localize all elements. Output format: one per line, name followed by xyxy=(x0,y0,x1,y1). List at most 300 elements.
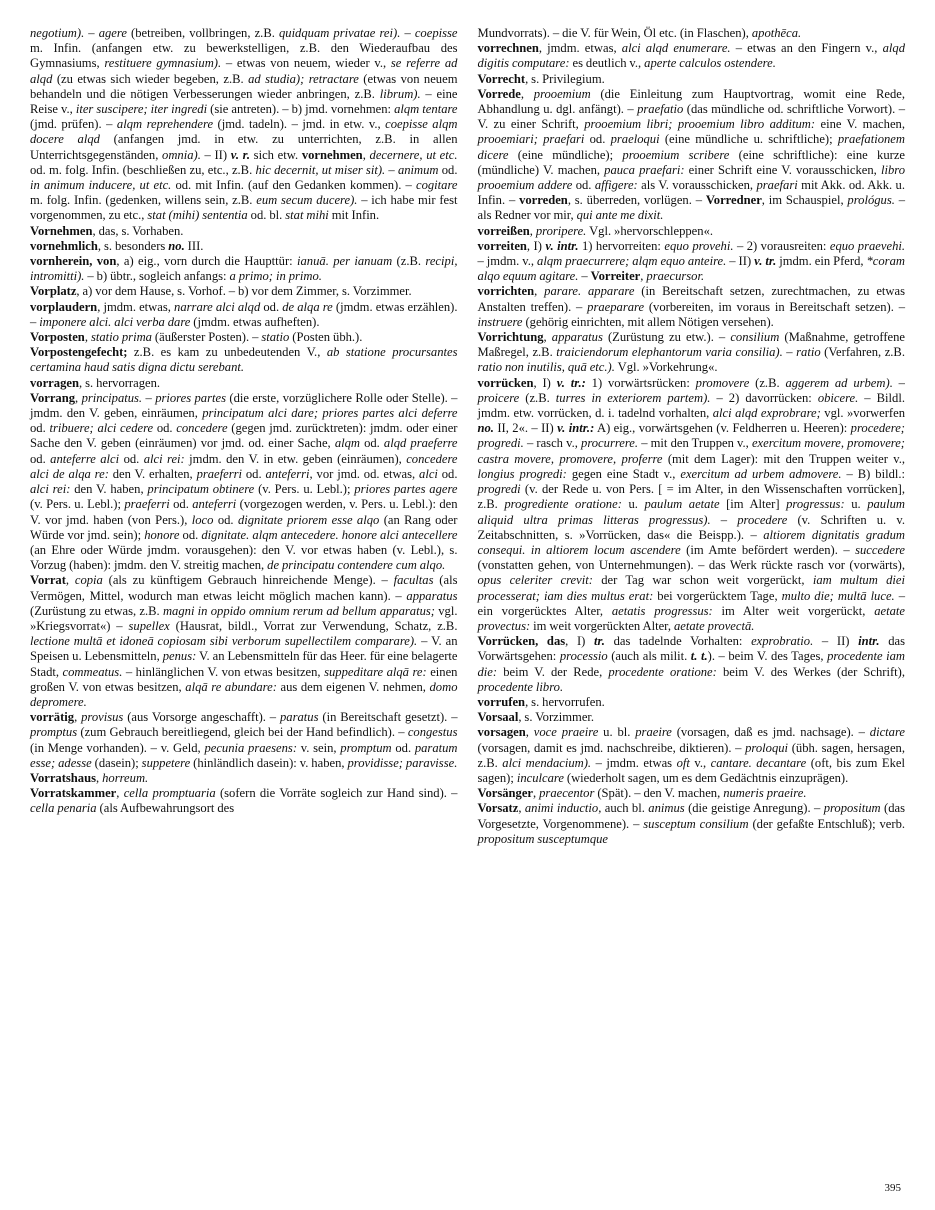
text-run: – II) xyxy=(813,634,859,649)
text-run: statio prima xyxy=(90,330,152,345)
text-run: – mit den Truppen v., xyxy=(638,436,752,451)
text-run: aetatis progressus: xyxy=(611,603,713,618)
text-run: concedere xyxy=(176,421,228,436)
text-run: od. xyxy=(260,299,283,314)
text-run: sich etw. xyxy=(250,147,302,162)
headword: Vorrat xyxy=(30,573,66,588)
text-run: vor jmd. od. etwas, xyxy=(312,466,420,481)
column-right xyxy=(478,26,906,847)
text-run: (als zu künftigem Gebrauch hinreichende Menge). – xyxy=(102,573,394,588)
text-run: (auch als milit. xyxy=(607,649,691,664)
text-run: librum). xyxy=(379,86,421,101)
headword: Vorrichtung xyxy=(477,330,544,345)
text-run: alqd praeferre xyxy=(383,436,458,451)
text-run: tribuere; alci cedere xyxy=(49,421,154,436)
text-run: od. m. folg. Infin. (beschließen zu, etc., z.B. xyxy=(30,162,256,177)
text-run: Vgl. »Vorkehrung«. xyxy=(614,360,718,375)
text-run: eum secum ducere). xyxy=(256,193,358,208)
text-run: – V. an Speisen u. Lebensmitteln, xyxy=(30,634,458,664)
text-run: alci rei: xyxy=(30,482,71,497)
text-run: omnia). xyxy=(162,147,201,162)
text-run: II, 2«. – II) xyxy=(493,421,558,436)
text-run: – jmdm. v., xyxy=(477,254,538,269)
text-run: equo provehi. xyxy=(664,238,734,253)
text-run: v. sein, xyxy=(297,740,341,755)
text-run: – ich habe mir fest vorgenommen, zu etc., xyxy=(30,193,458,223)
text-run: (eine schriftliche): eine kurze (mündliche) V. machen, xyxy=(477,147,905,177)
headword: Vorsaal xyxy=(477,710,519,725)
text-run: aetate provectus: xyxy=(477,603,906,633)
text-run: instruere xyxy=(477,314,523,329)
text-run: jmdm. ein Pferd, xyxy=(776,254,867,269)
text-run: de principatu contendere cum alqo. xyxy=(267,558,446,573)
text-run: de alqa re xyxy=(282,299,333,314)
text-run: prooemium libri; prooemium libro additum: xyxy=(584,117,816,132)
text-run: aperte calculos ostendere. xyxy=(644,56,776,71)
text-run: aus dem eigenen V. nehmen, xyxy=(276,679,430,694)
text-run: dignitate priorem esse alqo xyxy=(237,512,380,527)
text-run: stat (mihi) sententia xyxy=(147,208,248,223)
text-run: Vorreiter xyxy=(590,269,641,284)
headword: Vorratshaus xyxy=(30,770,97,785)
text-run: (in Menge vorhanden). – v. Geld, xyxy=(30,740,205,755)
text-run: als V. vorausschicken, xyxy=(637,178,757,193)
text-run: ad studia); retractare xyxy=(248,71,359,86)
text-run: *coram alqo equum agitare. xyxy=(477,254,905,284)
text-run: praefatio xyxy=(637,102,684,117)
text-run: (v. Schriften u. v. Zeitabschnitten, s. »Vorrücken, das« die Beispp.). – xyxy=(477,512,905,542)
text-run: mit Akk. od. Akk. u. Infin. – xyxy=(477,178,905,208)
text-run: u. xyxy=(844,497,868,512)
text-run: negotium). xyxy=(30,26,85,40)
text-run: (jmd. prüfen). – xyxy=(30,117,117,132)
text-run: (jmdm. etwas aufheften). xyxy=(190,314,320,329)
dictionary-entry xyxy=(30,330,458,345)
text-run: provisus xyxy=(81,710,124,725)
text-run: propositum susceptumque xyxy=(477,831,609,846)
text-run: , xyxy=(533,786,540,801)
text-run: alci rei: xyxy=(143,451,185,466)
text-run: ab statione procursantes certamina haud satis digna dictu serebant. xyxy=(30,345,458,375)
text-run: (v. Pers. u. Lebl.); xyxy=(30,497,125,512)
text-run: animum xyxy=(397,162,439,177)
text-run: (sofern die Vorräte sogleich zur Hand sind). – xyxy=(215,786,458,801)
dictionary-entry xyxy=(30,300,458,330)
dictionary-entry xyxy=(30,224,458,239)
text-run: – xyxy=(892,375,905,390)
text-run: u. xyxy=(621,497,645,512)
text-run: bei vorgerücktem Tage, xyxy=(653,588,782,603)
text-run: anteferre alci xyxy=(50,451,120,466)
text-run: – etwas von neuem, wieder v., xyxy=(221,56,391,71)
text-run: principatum obtinere xyxy=(147,482,255,497)
text-run: honore xyxy=(144,527,180,542)
headword: vorrätig xyxy=(30,710,75,725)
headword: Vorplatz xyxy=(30,284,77,299)
text-run: praeparare xyxy=(587,299,645,314)
headword: vorreißen xyxy=(477,223,530,238)
text-run: paratus xyxy=(280,710,319,725)
dictionary-entry xyxy=(478,239,906,285)
text-run: no. xyxy=(477,421,494,436)
text-run: , xyxy=(534,284,545,299)
headword: Vorpostengefecht; xyxy=(30,345,128,360)
text-run: (Maßnahme, getroffene Maßregel, z.B. xyxy=(477,330,906,360)
text-run: , xyxy=(640,269,647,284)
text-run: (vorgezogen werden, v. Pers. u. Lebl.): den V. vor jmd. haben (von Pers.), xyxy=(30,497,458,527)
text-run: beim V. der Rede, xyxy=(497,664,609,679)
text-run: , xyxy=(362,147,370,162)
headword: Vornehmen xyxy=(30,223,93,238)
text-run: propositum xyxy=(823,801,881,816)
text-run: libro prooemium addere xyxy=(477,162,905,193)
text-run: procedere; progredi. xyxy=(477,421,905,451)
headword: Vorposten xyxy=(30,330,85,345)
text-run: concedere alci de alqa re: xyxy=(30,451,458,481)
text-run: in animum inducere, ut etc. xyxy=(30,178,172,193)
text-run: – b) übtr., sogleich anfangs: xyxy=(84,269,230,284)
page-number: 395 xyxy=(884,1182,901,1194)
text-run: – rasch v., xyxy=(523,436,582,451)
text-run: A) eig., vorwärtsgehen (v. Feldherren u. Heeren): xyxy=(594,421,851,436)
text-run: susceptum consilium xyxy=(643,816,749,831)
text-run: , jmdm. etwas, xyxy=(538,41,622,56)
text-run: cella penaria xyxy=(30,801,97,816)
text-run: alci xyxy=(419,466,438,481)
text-run: facultas xyxy=(393,573,434,588)
text-run: od. xyxy=(30,451,51,466)
dictionary-entry xyxy=(478,634,906,695)
text-run: vgl. »Kriegsvorrat«) – xyxy=(30,603,458,633)
text-run: , das, s. Vorhaben. xyxy=(92,223,184,238)
text-run: (in Bereitschaft gesetzt). – xyxy=(318,710,458,725)
text-run: (als Aufbewahrungsort des xyxy=(96,801,235,816)
dictionary-entry xyxy=(30,345,458,375)
headword: vorsagen xyxy=(477,725,526,740)
text-run: , xyxy=(529,223,536,238)
text-run: praeloqui xyxy=(610,132,660,147)
text-run: (in Bereitschaft setzen, zurechtmachen, zu etwas Anstalten treffen). – xyxy=(477,284,905,314)
text-run: iter suscipere; iter ingredi xyxy=(75,102,208,117)
text-run: m. folg. Infin. (gedenken, willens sein, z.B. xyxy=(30,193,257,208)
text-run: – 2) davorrücken: xyxy=(710,390,818,405)
text-run: , xyxy=(96,770,103,785)
text-run: praeire xyxy=(635,725,672,740)
dictionary-entry xyxy=(478,695,906,710)
text-run: v. intr. xyxy=(545,238,579,253)
text-run: alqd digitis computare: xyxy=(477,41,905,71)
text-run: , s. hervorragen. xyxy=(78,375,161,390)
text-run: gegen eine Stadt v., xyxy=(566,466,681,481)
text-run: iam multum diei processerat; iam dies multus erat: xyxy=(477,573,905,603)
text-run: (gegen jmd. zurücktreten): jmdm. oder einer Sache den V. geben (einräumen) vor jmd. od. einer Sache, xyxy=(30,421,458,451)
text-run: cella promptuaria xyxy=(123,786,216,801)
text-run: paulum aetate xyxy=(644,497,720,512)
text-run: (zu etwas sich wieder begeben, z.B. xyxy=(52,71,249,86)
text-run: praeferri xyxy=(196,466,243,481)
text-run: – hinlänglichen V. von etwas besitzen, xyxy=(122,664,325,679)
headword: vorreiten xyxy=(477,238,527,253)
text-run: m. Infin. (anfangen etw. zu bewerkstelligen, z.B. den Wiederaufbau des Gymnasiums, xyxy=(30,41,458,71)
text-run: alqm tentare xyxy=(394,102,458,117)
text-run: principatus. xyxy=(81,390,143,405)
text-run: das tadelnde Vorhalten: xyxy=(604,634,752,649)
text-run: (vonstatten gehen, von Unternehmungen). – das Werk rückte rasch vor (vorwärts), xyxy=(477,558,905,573)
text-run: (gehörig einrichten, mit allem Nötigen versehen). xyxy=(522,314,774,329)
text-run: (die Einleitung zum Hauptvortrag, womit eine Rede, Abhandlung u. dgl. anfängt). – xyxy=(477,86,905,117)
dictionary-entry xyxy=(30,284,458,299)
text-run: (v. Pers. u. Lebl.); xyxy=(254,482,355,497)
text-run: im Alter weit vorgerückt, xyxy=(712,603,875,618)
text-run: progrediente oratione: xyxy=(504,497,622,512)
text-run: – II) xyxy=(726,254,755,269)
text-run: imponere alci. alci verba dare xyxy=(39,314,191,329)
headword: Vorratskammer xyxy=(30,786,117,801)
text-run: (etwas von neuem behandeln und die nötigen Verbesserungen wieder anbringen, z.B. xyxy=(30,71,458,101)
text-run: , s. überreden, vorlügen. – xyxy=(567,193,706,208)
text-run: multo die; multā luce. xyxy=(781,588,895,603)
text-run: pecunia praesens: xyxy=(204,740,298,755)
text-run: od. xyxy=(438,162,458,177)
text-run: – Bildl. jmdm. etw. vorrücken, d. i. tadelnd vorhalten, xyxy=(477,390,905,421)
text-run: a primo; in primo. xyxy=(229,269,322,284)
text-run: vornehmen xyxy=(301,147,363,162)
dictionary-entry xyxy=(478,801,906,847)
text-run: voce praeire xyxy=(533,725,599,740)
text-run: narrare alci alqd xyxy=(174,299,261,314)
text-run: (eine mündliche); xyxy=(508,147,623,162)
text-run: praeferri xyxy=(124,497,170,512)
text-run: (die erste, vorzüglichere Rolle oder Stelle). – jmdm. den V. geben, einräumen, xyxy=(30,390,458,421)
text-run: od. xyxy=(572,178,595,193)
text-run: – jmdm. etwas xyxy=(591,755,677,770)
text-run: procedente libro. xyxy=(477,679,564,694)
text-run: III. xyxy=(184,238,204,253)
headword: Vorrecht xyxy=(477,71,526,86)
text-run: (sie antreten). – b) jmd. vornehmen: xyxy=(207,102,395,117)
text-run: (Zurüstung zu etwas, z.B. xyxy=(30,603,163,618)
headword: Vorrücken, das xyxy=(477,634,566,649)
text-run: stat mihi xyxy=(285,208,329,223)
text-run: (der gefaßte Entschluß); verb. xyxy=(748,816,906,831)
text-run: coepisse alqm docere alqd xyxy=(30,117,458,147)
text-run: [im Alter] xyxy=(719,497,787,512)
text-run: V. an Lebensmitteln für das Heer. für eine belagerte Stadt, xyxy=(30,649,458,679)
text-run: den V. erhalten, xyxy=(108,466,197,481)
text-run: – ein vorgerücktes Alter, xyxy=(477,588,905,618)
text-run: (v. der Rede u. von Pers. [ = im Alter, in den Wissenschaften vorrücken], z.B. xyxy=(477,482,905,512)
text-run: qui ante me dixit. xyxy=(576,208,664,223)
text-run: promptum xyxy=(340,740,392,755)
text-run: horreum. xyxy=(102,770,149,785)
text-run: , jmdm. etwas, xyxy=(97,299,175,314)
text-run: od. xyxy=(169,497,193,512)
text-run: (z.B. xyxy=(749,375,786,390)
text-run: , s. besonders xyxy=(97,238,169,253)
text-run: opus celeriter crevit: xyxy=(477,573,593,588)
text-run: od. xyxy=(179,527,202,542)
text-run: (vorsagen, damit es jmd. nachschreibe, diktieren). – xyxy=(477,740,746,755)
text-run: progressus: xyxy=(786,497,845,512)
text-run: prooemium xyxy=(533,86,591,101)
text-run: alci alqd enumerare. xyxy=(621,41,731,56)
text-run: , xyxy=(84,330,91,345)
dictionary-entry xyxy=(30,786,458,816)
text-run: (vorsagen, daß es jmd. nachsage). – xyxy=(671,725,870,740)
text-run: vgl. »vorwerfen xyxy=(820,406,906,421)
text-run: v. tr.: xyxy=(556,375,586,390)
text-run: beim V. des Werkes (der Schrift), xyxy=(716,664,905,679)
headword: Vorrang xyxy=(30,390,76,405)
text-run: (z.B. xyxy=(392,254,426,269)
dictionary-entry xyxy=(30,391,458,573)
text-run: – 2) vorausreiten: xyxy=(733,238,830,253)
text-run: (dasein); xyxy=(91,755,142,770)
headword: vorragen xyxy=(30,375,79,390)
dictionary-entry xyxy=(30,376,458,391)
text-run: traiciendorum elephantorum varia consilia). xyxy=(556,345,783,360)
text-run: (anfangen jmd. in etw. zu unterrichten, z.B. in allen Unterrichtsgegenständen, xyxy=(30,132,458,162)
text-run: , xyxy=(518,801,525,816)
text-run: , xyxy=(116,786,124,801)
text-run: exercitum movere, promovere; castra movere, promovere, proferre xyxy=(477,436,906,466)
dictionary-entry xyxy=(478,786,906,801)
text-run: (eine mündliche u. schriftliche); xyxy=(659,132,838,147)
text-run: der Tag war schon weit vorgerückt, xyxy=(592,573,813,588)
text-run: mit Infin. xyxy=(328,208,380,223)
text-run: od. xyxy=(119,451,144,466)
headword: vorrechnen xyxy=(477,41,539,56)
dictionary-entry xyxy=(478,224,906,239)
text-run: (übh. sagen, hersagen, z.B. xyxy=(477,740,905,770)
text-run: t. t. xyxy=(690,649,708,664)
text-run: – xyxy=(782,345,797,360)
text-run: intr. xyxy=(858,634,880,649)
text-run: promovere xyxy=(695,375,750,390)
text-run: das Vorwärtsgehen: xyxy=(477,634,905,664)
text-run: , s. hervorrufen. xyxy=(525,694,605,709)
text-run: alqm xyxy=(334,436,360,451)
text-run: (an Rang oder Würde vor jmd. sein); xyxy=(30,512,458,542)
text-run: recipi, intromitti). xyxy=(30,254,458,284)
text-run: alqm praecurrere; alqm equo anteire. xyxy=(537,254,727,269)
text-run: (Verfahren, z.B. xyxy=(820,345,905,360)
text-run: affigere: xyxy=(594,178,638,193)
text-run: loco xyxy=(191,512,214,527)
text-run: praefationem dicere xyxy=(477,132,905,162)
dictionary-entry xyxy=(30,254,458,284)
text-run: od. bl. xyxy=(247,208,286,223)
dictionary-entry xyxy=(30,573,458,710)
text-run: (Zurüstung zu etw.). – xyxy=(602,330,731,345)
dictionary-entry xyxy=(478,87,906,224)
text-run: obicere. xyxy=(817,390,859,405)
text-run: , xyxy=(543,330,552,345)
text-run: (die geistige Anregung). – xyxy=(684,801,824,816)
column-left xyxy=(30,26,458,817)
text-run: (betreiben, vollbringen, z.B. xyxy=(126,26,279,40)
text-run: parare. apparare xyxy=(544,284,635,299)
text-run: exercitum ad urbem admovere. xyxy=(680,466,842,481)
text-run: (äußerster Posten). – xyxy=(151,330,262,345)
text-run: dictare xyxy=(869,725,905,740)
text-run: z.B. es kam zu unbedeutenden V., xyxy=(127,345,327,360)
text-run: , xyxy=(75,390,82,405)
text-run: paratum esse; adesse xyxy=(30,740,458,770)
text-run: od. xyxy=(360,436,384,451)
dictionary-entry xyxy=(30,239,458,254)
text-run: (z.B. xyxy=(519,390,556,405)
text-run: succedere xyxy=(855,542,905,557)
text-run: praecursor. xyxy=(646,269,705,284)
text-run: od. xyxy=(153,421,177,436)
text-run: , im Schauspiel, xyxy=(761,193,848,208)
text-run: (hinländlich dasein): v. haben, xyxy=(190,755,348,770)
text-run: praecentor xyxy=(539,786,595,801)
text-run: procedente oratione: xyxy=(608,664,717,679)
text-run: – xyxy=(142,390,156,405)
text-run: jmdm. den V. in etw. geben (einräumen), xyxy=(184,451,407,466)
text-run: (Hausrat, bildl., Vorrat zur Verwendung, Schatz, z.B. xyxy=(169,618,458,633)
dictionary-entry xyxy=(478,376,906,634)
text-run: pauca praefari: xyxy=(604,162,685,177)
text-run: , xyxy=(74,710,82,725)
text-run: , a) vor dem Hause, s. Vorhof. – b) vor dem Zimmer, s. Vorzimmer. xyxy=(76,284,412,299)
text-run: procurrere. xyxy=(581,436,639,451)
text-run: turres in exteriorem partem). xyxy=(555,390,711,405)
text-run: prooemiari; praefari xyxy=(477,132,585,147)
text-run: 1) hervorreiten: xyxy=(578,238,665,253)
text-run: hic decernit, ut miser sit). xyxy=(255,162,386,177)
text-run: , xyxy=(520,86,534,101)
text-run: – II) xyxy=(200,147,231,162)
text-run: apparatus xyxy=(551,330,603,345)
text-run: (als Vermögen, Mittel, wodurch man etwas leicht möglich machen kann). – xyxy=(30,573,458,603)
text-run: – xyxy=(578,269,591,284)
text-run: proloqui xyxy=(745,740,789,755)
text-run: altiorem dignitatis gradum consequi. in altiorem locum ascendere xyxy=(477,527,906,557)
text-run: den V. haben, xyxy=(70,482,148,497)
text-run: v. tr. xyxy=(754,254,777,269)
text-run: decernere, ut etc. xyxy=(369,147,458,162)
text-run: – xyxy=(710,512,738,527)
text-run: od. xyxy=(30,421,50,436)
text-run: principatum alci dare; priores partes alci deferre xyxy=(202,406,458,421)
text-run: alqā re abundare: xyxy=(185,679,277,694)
headword: vorrichten xyxy=(477,284,535,299)
text-run: od. xyxy=(584,132,611,147)
text-run: im weit vorgerückten Alter, xyxy=(530,618,674,633)
text-columns xyxy=(30,26,905,847)
text-run: inculcare xyxy=(516,770,564,785)
text-run: auch bl. xyxy=(601,801,649,816)
text-run: aetate provectā. xyxy=(673,618,755,633)
text-run: alqm reprehendere xyxy=(116,117,214,132)
text-run: (Posten übh.). xyxy=(289,330,363,345)
text-run: (im Amte befördert werden). – xyxy=(680,542,856,557)
text-run: alci alqd exprobrare; xyxy=(712,406,821,421)
text-run: progredi xyxy=(477,482,521,497)
headword: Vorsänger xyxy=(477,786,534,801)
headword: vorplaudern xyxy=(30,299,98,314)
text-run: od. xyxy=(242,466,266,481)
text-run: ratio non inutilis, quā etc.). xyxy=(477,360,615,375)
text-run: u. bl. xyxy=(598,725,636,740)
text-run: prooemium scribere xyxy=(622,147,730,162)
text-run: (das Vorgesetzte, Vorgenommene). – xyxy=(477,801,905,831)
text-run: , I) xyxy=(533,375,557,390)
text-run: animus xyxy=(648,801,685,816)
